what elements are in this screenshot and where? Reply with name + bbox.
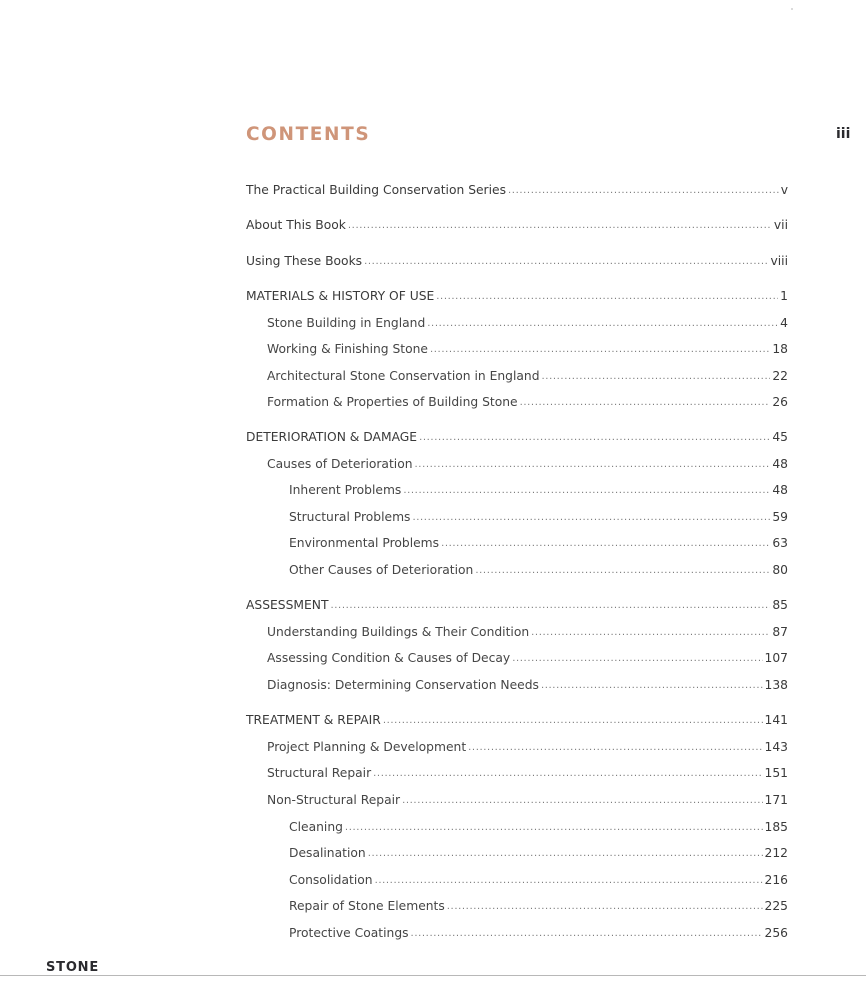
page-heading: CONTENTS	[246, 124, 371, 145]
toc-entry-page: 80	[772, 563, 788, 577]
toc-entry-title: ASSESSMENT	[246, 598, 329, 612]
dot-leader	[430, 340, 770, 360]
toc-entry[interactable]	[246, 392, 788, 412]
toc-entry[interactable]	[246, 454, 788, 474]
toc-entry-title: Desalination	[289, 846, 366, 860]
toc-entry[interactable]	[246, 737, 788, 757]
toc-entry[interactable]	[246, 480, 788, 500]
toc-entry-page: 225	[764, 899, 788, 913]
dot-leader	[419, 428, 770, 448]
dot-leader	[436, 287, 778, 307]
toc-entry-title: Protective Coatings	[289, 926, 409, 940]
dot-leader	[402, 791, 762, 811]
toc-entry-title: Working & Finishing Stone	[267, 342, 428, 356]
toc-entry-page: vii	[773, 218, 788, 232]
toc-entry-title: Repair of Stone Elements	[289, 899, 445, 913]
toc-entry[interactable]	[246, 870, 788, 890]
toc-entry[interactable]	[246, 215, 788, 235]
toc-entry-page: 151	[764, 766, 788, 780]
toc-entry-page: 59	[772, 510, 788, 524]
toc-entry-page: 4	[780, 316, 788, 330]
toc-section-materials[interactable]	[246, 286, 788, 306]
toc-entry-title: Other Causes of Deterioration	[289, 563, 474, 577]
toc-entry-title: Inherent Problems	[289, 483, 402, 497]
toc-entry-page: 212	[764, 846, 788, 860]
dot-leader	[411, 924, 763, 944]
footer-rule	[0, 975, 866, 976]
dot-leader	[373, 764, 762, 784]
dot-leader	[383, 711, 763, 731]
dot-leader	[447, 897, 763, 917]
toc-entry-title: DETERIORATION & DAMAGE	[246, 430, 418, 444]
toc-entry-page: 216	[764, 873, 788, 887]
dot-leader	[368, 844, 763, 864]
toc-entry-page: 256	[764, 926, 788, 940]
dot-leader	[403, 481, 770, 501]
toc-entry[interactable]	[246, 313, 788, 333]
toc-entry-page: v	[780, 183, 788, 197]
toc-entry-title: MATERIALS & HISTORY OF USE	[246, 289, 435, 303]
toc-entry[interactable]	[246, 366, 788, 386]
toc-entry-page: 45	[772, 430, 788, 444]
toc-entry[interactable]	[246, 180, 788, 200]
toc-entry-title: Project Planning & Development	[267, 740, 467, 754]
toc-entry-title: Architectural Stone Conservation in England	[267, 369, 540, 383]
toc-entry-title: Cleaning	[289, 820, 343, 834]
dot-leader	[475, 561, 770, 581]
toc-entry-title: Structural Problems	[289, 510, 411, 524]
dot-leader	[531, 623, 770, 643]
toc-entry[interactable]	[246, 790, 788, 810]
toc-entry-page: viii	[770, 254, 788, 268]
toc-entry-page: 18	[772, 342, 788, 356]
dot-leader	[345, 818, 763, 838]
toc-entry[interactable]	[246, 251, 788, 271]
toc-entry-title: Consolidation	[289, 873, 373, 887]
toc-entry[interactable]	[246, 923, 788, 943]
dot-leader	[508, 181, 779, 201]
toc-entry-page: 143	[764, 740, 788, 754]
toc-entry-page: 63	[772, 536, 788, 550]
dot-leader	[520, 393, 771, 413]
toc-entry-page: 85	[772, 598, 788, 612]
toc-entry[interactable]	[246, 843, 788, 863]
toc-entry-page: 141	[764, 713, 788, 727]
toc-entry-title: About This Book	[246, 218, 346, 232]
dot-leader	[375, 871, 763, 891]
toc-entry-title: Understanding Buildings & Their Condition	[267, 625, 530, 639]
toc-entry-page: 185	[764, 820, 788, 834]
toc-entry[interactable]	[246, 533, 788, 553]
toc-entry[interactable]	[246, 817, 788, 837]
toc-entry[interactable]	[246, 622, 788, 642]
footer-book-title: STONE	[46, 960, 100, 975]
toc-entry-title: Causes of Deterioration	[267, 457, 413, 471]
toc-entry[interactable]	[246, 648, 788, 668]
toc-entry-title: Formation & Properties of Building Stone	[267, 395, 518, 409]
page-folio-number: iii	[836, 126, 851, 142]
toc-entry-page: 26	[772, 395, 788, 409]
dot-leader	[468, 738, 762, 758]
dot-leader	[364, 252, 768, 272]
toc-entry-page: 107	[764, 651, 788, 665]
toc-entry[interactable]	[246, 675, 788, 695]
dot-leader	[415, 455, 771, 475]
toc-entry-title: TREATMENT & REPAIR	[246, 713, 381, 727]
dot-leader	[441, 534, 770, 554]
toc-entry-title: Non-Structural Repair	[267, 793, 401, 807]
dot-leader	[512, 649, 762, 669]
toc-entry[interactable]	[246, 763, 788, 783]
toc-entry-title: Diagnosis: Determining Conservation Needs	[267, 678, 539, 692]
toc-section-treatment[interactable]	[246, 710, 788, 730]
toc-entry-page: 48	[772, 483, 788, 497]
toc-entry-page: 171	[764, 793, 788, 807]
dot-leader	[427, 314, 778, 334]
toc-entry[interactable]	[246, 896, 788, 916]
toc-entry-title: Assessing Condition & Causes of Decay	[267, 651, 511, 665]
toc-entry[interactable]	[246, 339, 788, 359]
toc-entry-title: The Practical Building Conservation Series	[246, 183, 507, 197]
toc-entry-title: Stone Building in England	[267, 316, 426, 330]
toc-entry-page: 87	[772, 625, 788, 639]
toc-section-deterioration[interactable]	[246, 427, 788, 447]
toc-entry[interactable]	[246, 507, 788, 527]
dot-leader	[331, 596, 771, 616]
toc-entry-title: Environmental Problems	[289, 536, 440, 550]
toc-entry-page: 48	[772, 457, 788, 471]
toc-entry-title: Using These Books	[246, 254, 363, 268]
toc-section-assessment[interactable]	[246, 595, 788, 615]
dot-leader	[542, 367, 771, 387]
toc-entry-page: 22	[772, 369, 788, 383]
dot-leader	[412, 508, 770, 528]
toc-entry-page: 1	[780, 289, 788, 303]
scan-speck	[791, 8, 793, 10]
dot-leader	[541, 676, 763, 696]
toc-entry-title: Structural Repair	[267, 766, 372, 780]
dot-leader	[348, 216, 772, 236]
toc-entry-page: 138	[764, 678, 788, 692]
toc-entry[interactable]	[246, 560, 788, 580]
